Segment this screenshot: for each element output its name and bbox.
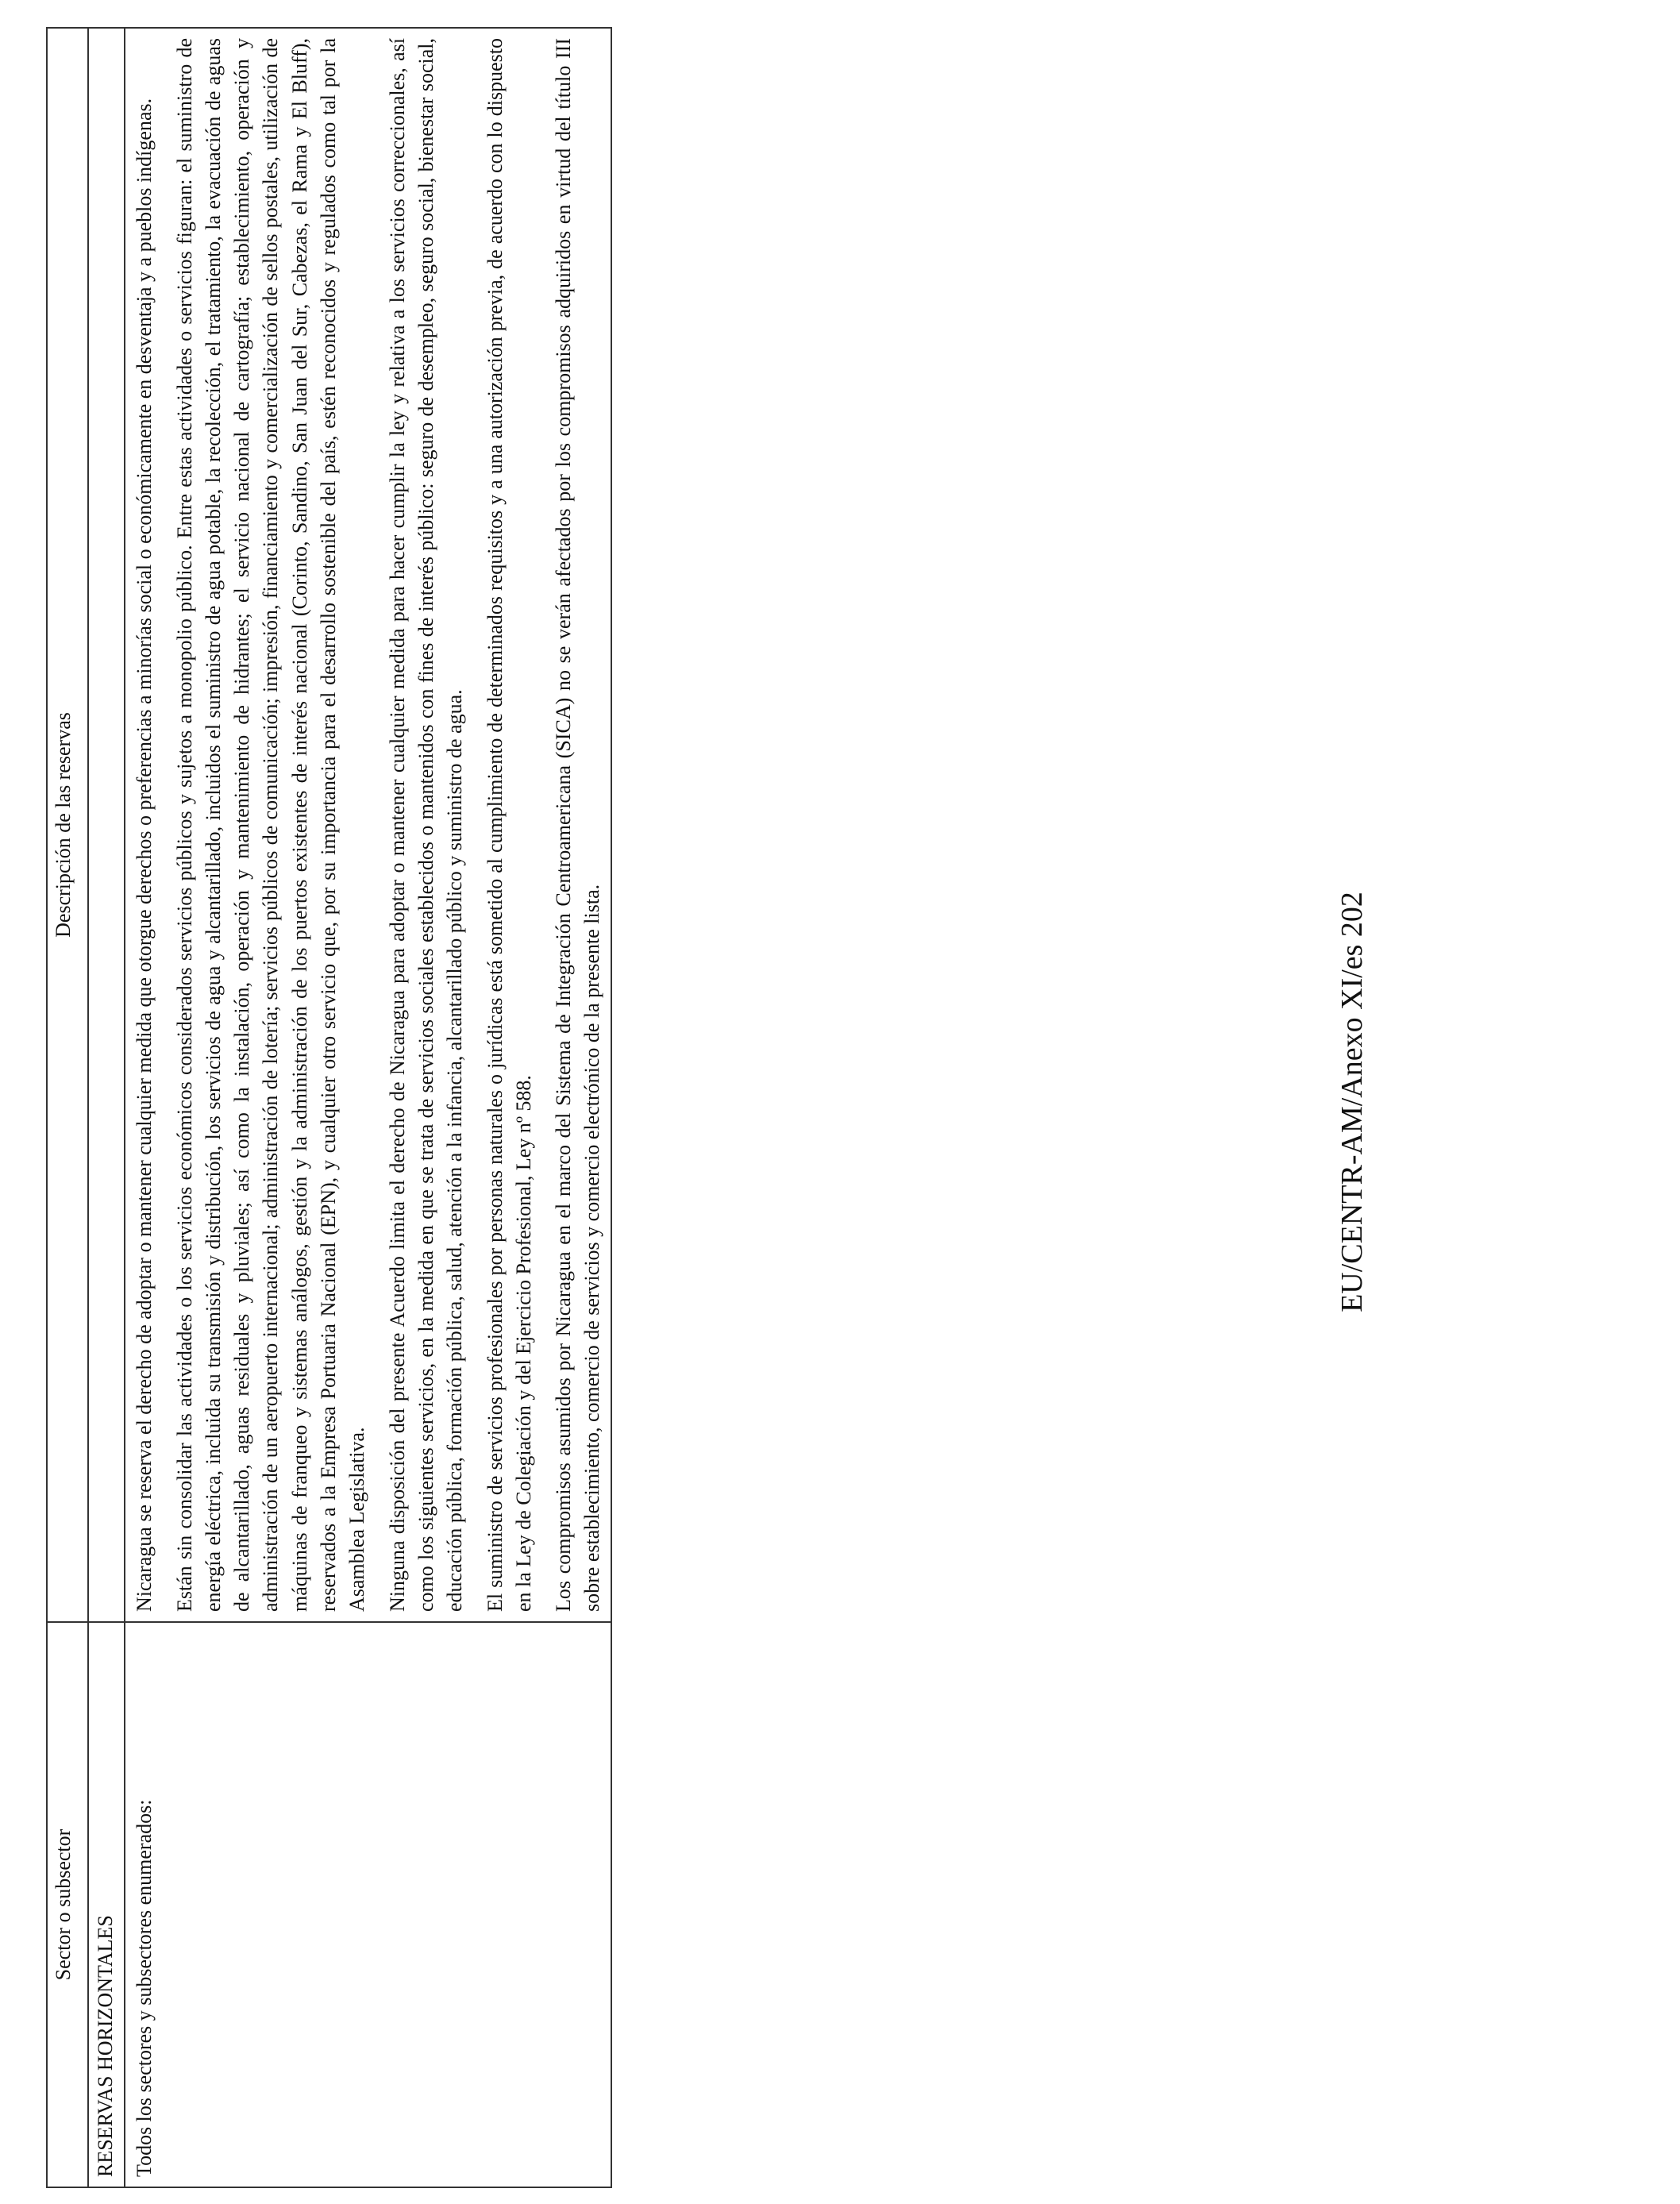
header-description: Descripción de las reservas <box>47 28 88 1622</box>
description-paragraph: Nicaragua se reserva el derecho de adoptar o mantener cualquier medida que otorgue derechos o preferencias a minorías social o económicamente en desventaja y a pueblos indígenas. <box>133 98 156 1612</box>
reservations-table <box>46 27 612 2188</box>
header-sector: Sector o subsector <box>47 1622 88 2187</box>
description-paragraph: Ninguna disposición del presente Acuerdo limita el derecho de Nicaragua para adoptar o mantener cualquier medida para hacer cumplir la ley y relativa a los servicios correccionales, así como los siguientes servicios, en la medida en que se trata de servicios sociales establecidos o mantenidos con fines de interés público: seguro de desempleo, seguro social, bienestar social, educación pública, formación pública, salud, atención a la infancia, alcantarillado público y suministro de agua. <box>385 38 467 1612</box>
page-footer-reference: EU/CENTR-AM/Anexo XI/es 202 <box>1335 892 1369 1312</box>
table-row <box>125 28 611 2187</box>
section-title: RESERVAS HORIZONTALES <box>88 1622 125 2187</box>
description-paragraph: Los compromisos asumidos por Nicaragua en el marco del Sistema de Integración Centroamericana (SICA) no se verán afectados por los compromisos adquiridos en virtud del título III sobre establecimiento, comercio de servicios y comercio electrónico de la presente lista. <box>552 38 604 1612</box>
section-row <box>88 28 125 2187</box>
description-paragraph: El suministro de servicios profesionales por personas naturales o jurídicas está sometido al cumplimiento de determinados requisitos y a una autorización previa, de acuerdo con lo dispuesto en la Ley de Colegiación y del Ejercicio Profesional, Ley nº 588. <box>483 38 535 1612</box>
table-header-row <box>47 28 88 2187</box>
section-empty-cell <box>88 28 125 1622</box>
description-paragraph: Están sin consolidar las actividades o los servicios económicos considerados servicios públicos y sujetos a monopolio público. Entre estas actividades o servicios figuran: el suministro de energía eléctrica, incluida su transmisión y distribución, los servicios de agua y alcantarillado, incluidos el suministro de agua potable, la recolección, el tratamiento, la evacuación de aguas de alcantarillado, aguas residuales y pluviales; así como la instalación, operación y mantenimiento de hidrantes; el servicio nacional de cartografía; establecimiento, operación y administración de un aeropuerto internacional; administración de lotería; servicios públicos de comunicación; impresión, financiamiento y comercialización de sellos postales, utilización de máquinas de franqueo y sistemas análogos, gestión y la administración de los puertos existentes de interés nacional (Corinto, Sandino, San Juan del Sur, Cabezas, el Rama y El Bluff), reservados a la Empresa Portuaria Nacional (EPN), y cualquier otro servicio que, por su importancia para el desarrollo sostenible del país, estén reconocidos y regulados como tal por la Asamblea Legislativa. <box>172 38 369 1612</box>
row-sector: Todos los sectores y subsectores enumerados: <box>125 1622 611 2187</box>
row-description <box>125 28 611 1622</box>
